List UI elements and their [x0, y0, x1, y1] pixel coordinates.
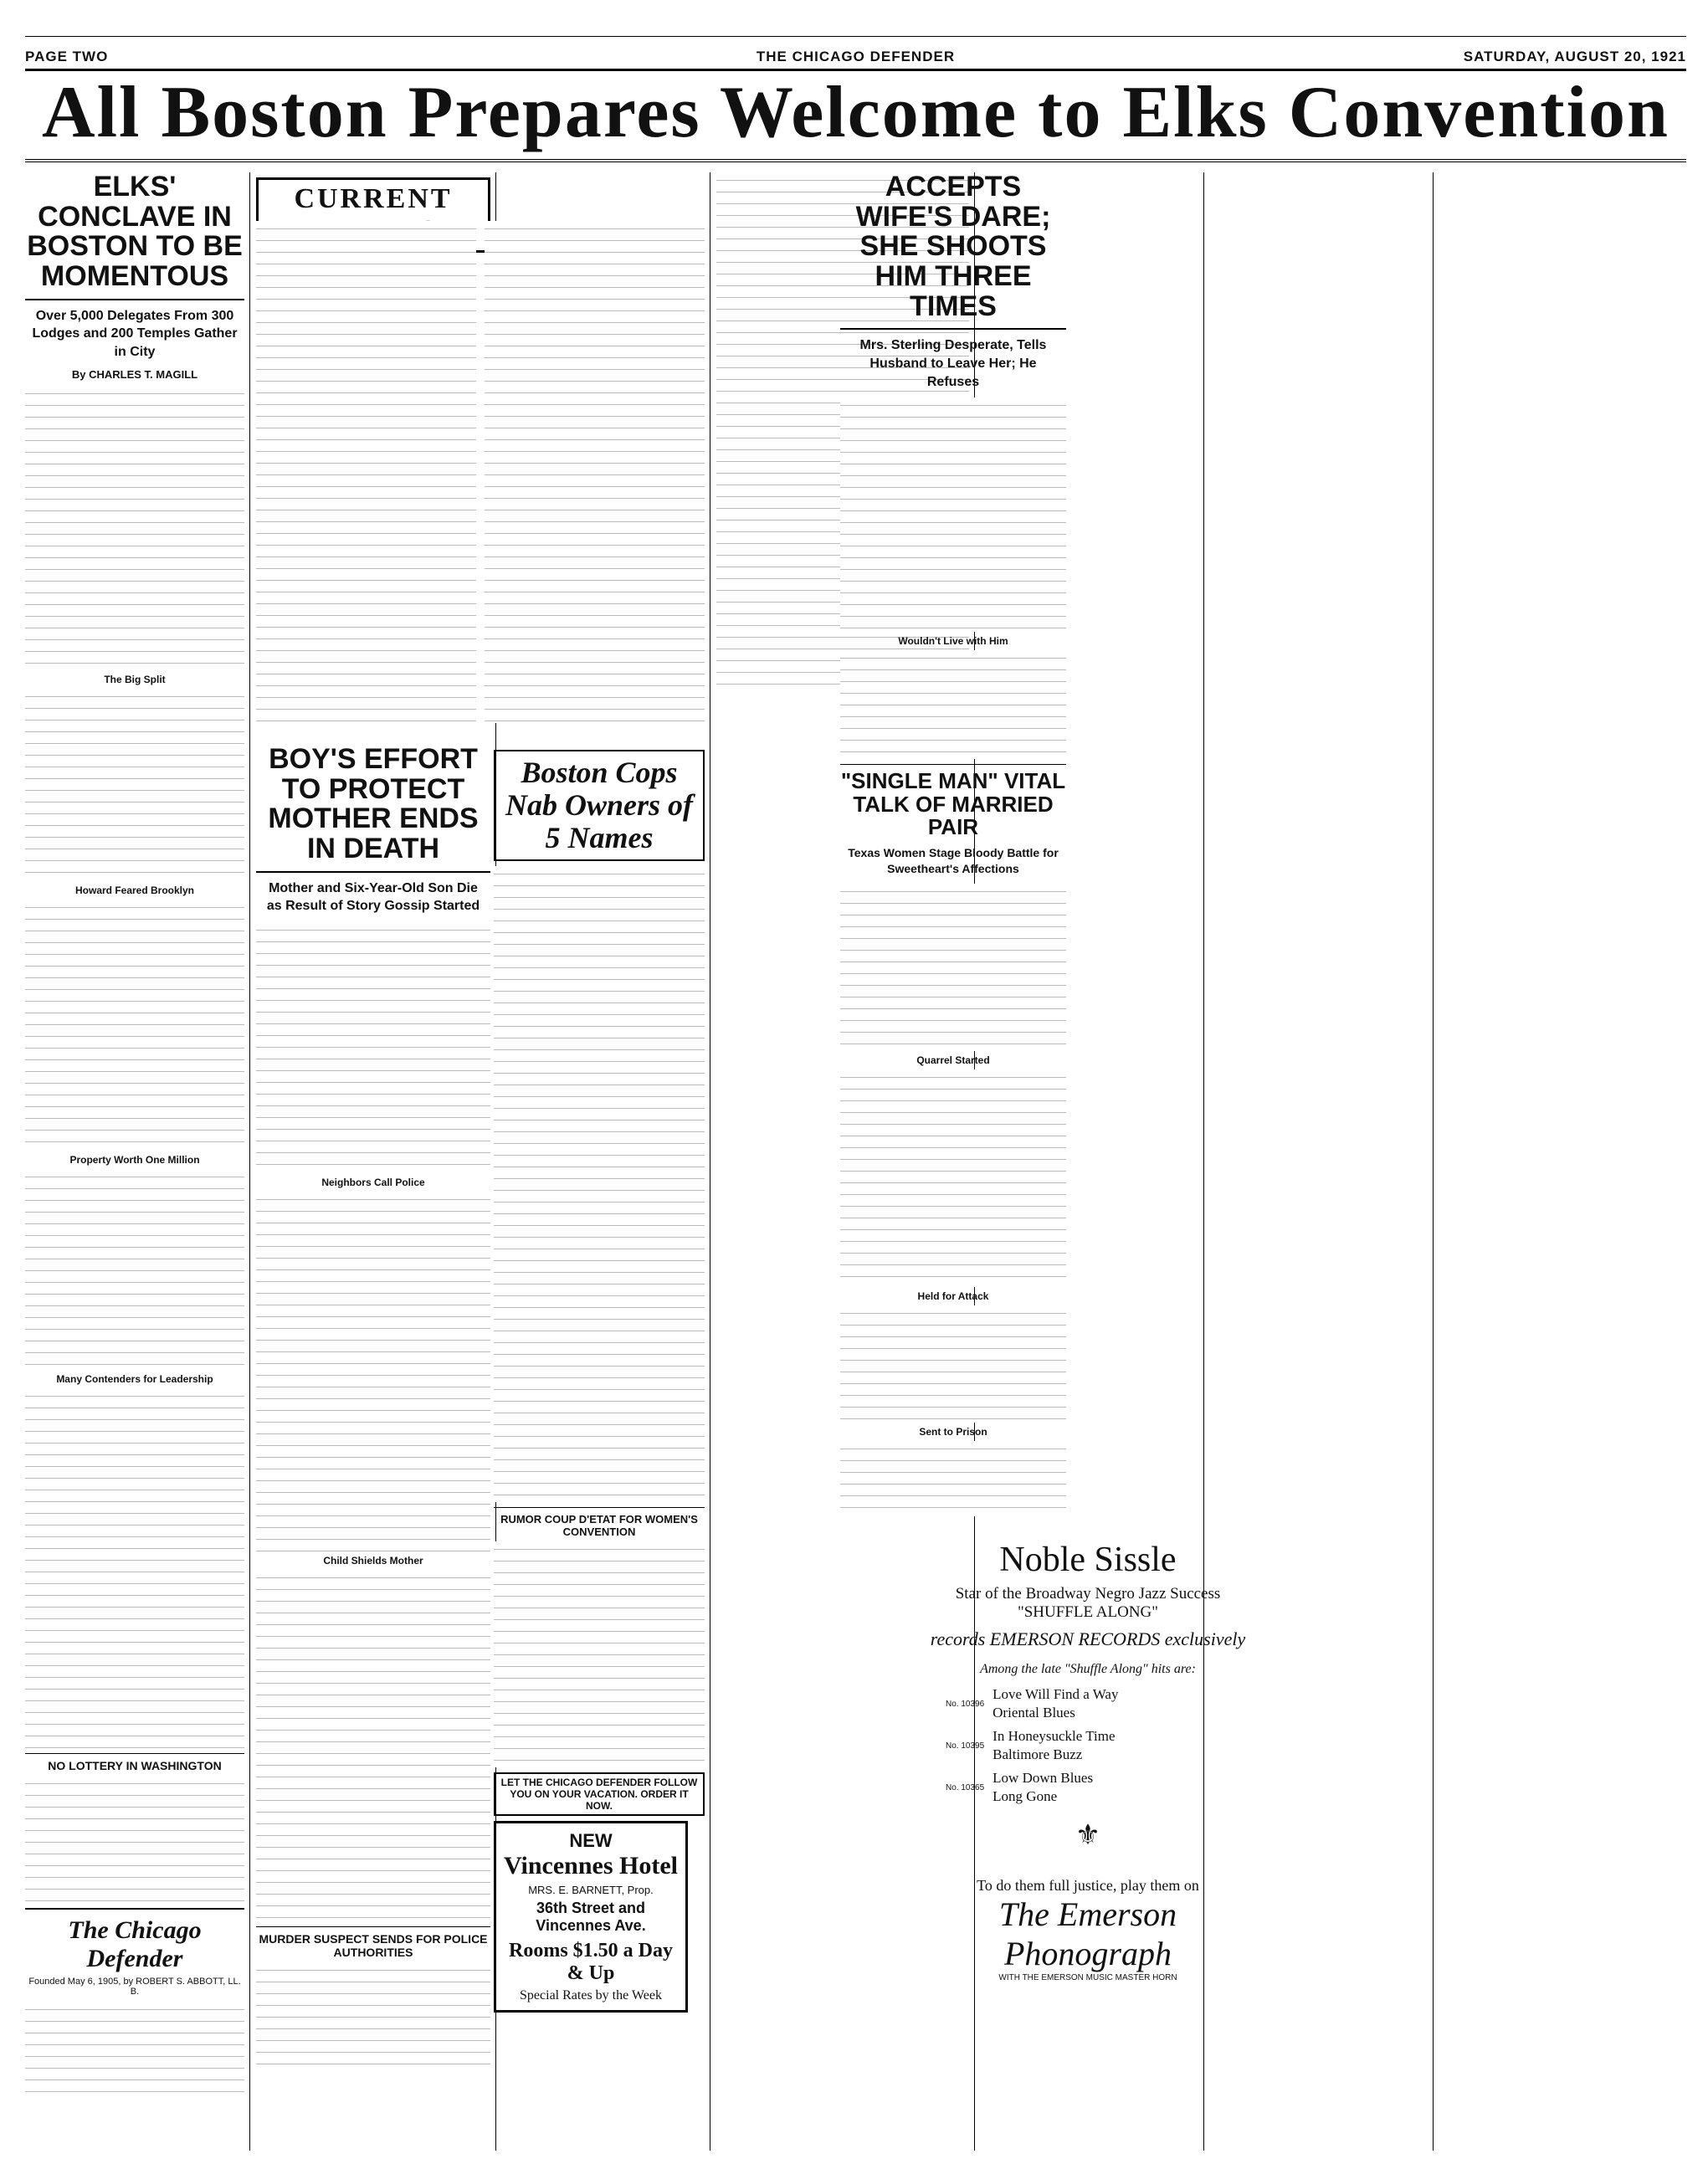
page-number: PAGE TWO: [25, 49, 109, 64]
record-number: No. 10396: [946, 1699, 985, 1709]
hotel-rates: Special Rates by the Week: [520, 1987, 662, 2002]
rumor-headline: RUMOR COUP D'ETAT FOR WOMEN'S CONVENTION: [500, 1512, 698, 1538]
subhead: Neighbors Call Police: [321, 1176, 425, 1188]
emerson-phonograph: The Emerson Phonograph: [998, 1895, 1177, 1972]
top-strip: [25, 17, 1686, 37]
boy-deck: Mother and Six-Year-Old Son Die as Result of Story Gossip Started: [266, 880, 480, 914]
article-body: [256, 221, 476, 723]
boy-story: [256, 745, 490, 2151]
boston-cops-headline: Boston Cops Nab Owners of 5 Names: [505, 756, 693, 854]
article-body: [840, 650, 1066, 759]
divider: [840, 328, 1066, 330]
subhead: Quarrel Started: [916, 1054, 990, 1066]
article-body: [25, 1169, 244, 1370]
article-body: [25, 1776, 244, 1901]
elks-headline: ELKS' CONCLAVE IN BOSTON TO BE MOMENTOUS: [27, 172, 243, 293]
sissle-among: Among the late "Shuffle Along" hits are:: [980, 1662, 1196, 1676]
byline: By CHARLES T. MAGILL: [71, 367, 198, 381]
sterling-headline: ACCEPTS WIFE'S DARE; SHE SHOOTS HIM THREE TIMES: [855, 172, 1051, 322]
record-title: Oriental Blues: [992, 1705, 1075, 1721]
record-titles: [992, 1727, 1115, 1764]
record-number: No. 10365: [946, 1782, 985, 1792]
emerson-ad: [912, 1540, 1264, 2142]
emerson-logo-icon: ⚜: [1075, 1819, 1101, 1851]
hotel-address: 36th Street and Vincennes Ave.: [536, 1899, 646, 1934]
record-item: [946, 1727, 1264, 1764]
sissle-show: "SHUFFLE ALONG": [1017, 1603, 1159, 1621]
article-body: [256, 922, 490, 1173]
article-body: [25, 689, 244, 881]
banner-headline: All Boston Prepares Welcome to Elks Convention: [25, 69, 1686, 162]
article-body: [256, 1192, 490, 1551]
subhead: The Big Split: [104, 673, 166, 685]
article-body: [25, 1388, 244, 1748]
hotel-proprietor: MRS. E. BARNETT, Prop.: [528, 1883, 654, 1896]
current-events-title: CURRENT: [294, 183, 453, 214]
article-body: [485, 221, 705, 723]
article-body: [840, 884, 1066, 1051]
record-title: Baltimore Buzz: [992, 1746, 1083, 1763]
paper-name: THE CHICAGO DEFENDER: [756, 49, 956, 64]
subhead: Held for Attack: [917, 1290, 989, 1302]
record-item: [946, 1685, 1264, 1722]
sterling-deck: Mrs. Sterling Desperate, Tells Husband to Leave Her; He Refuses: [859, 338, 1047, 389]
record-list: [946, 1685, 1264, 1807]
boy-headline: BOY'S EFFORT TO PROTECT MOTHER ENDS IN DEATH: [268, 745, 479, 865]
elks-deck: Over 5,000 Delegates From 300 Lodges and 200 Temples Gather in City: [32, 308, 238, 359]
record-title: Low Down Blues: [992, 1770, 1094, 1787]
record-number: No. 10395: [946, 1741, 985, 1751]
hotel-new: NEW: [569, 1829, 613, 1851]
divider: [25, 1908, 244, 1910]
lottery-headline: NO LOTTERY IN WASHINGTON: [48, 1758, 222, 1772]
record-item: [946, 1769, 1264, 1806]
article-body: [840, 397, 1066, 632]
founder-line: Founded May 6, 1905, by ROBERT S. ABBOTT, LL. B.: [28, 1976, 241, 1997]
emerson-master: WITH THE EMERSON MUSIC MASTER HORN: [998, 1972, 1177, 1982]
issue-date: SATURDAY, AUGUST 20, 1921: [1463, 49, 1686, 64]
record-titles: [992, 1685, 1118, 1722]
article-body: [25, 386, 244, 670]
divider: [25, 1753, 244, 1754]
single-man-headline: "SINGLE MAN" VITAL TALK OF MARRIED PAIR: [840, 768, 1066, 839]
article-body: [256, 1962, 490, 2071]
record-title: In Honeysuckle Time: [992, 1728, 1116, 1745]
column-rule: [1433, 172, 1434, 2151]
sissle-name: Noble Sissle: [999, 1541, 1177, 1579]
sissle-records: records EMERSON RECORDS exclusively: [930, 1628, 1246, 1649]
subhead: Child Shields Mother: [323, 1554, 423, 1567]
column-1: [25, 172, 244, 2151]
subhead: Property Worth One Million: [69, 1153, 200, 1166]
record-title: Long Gone: [992, 1788, 1058, 1805]
follow-text: LET THE CHICAGO DEFENDER FOLLOW YOU ON YOUR VACATION. ORDER IT NOW.: [500, 1776, 698, 1812]
article-body: [840, 1069, 1066, 1287]
divider: [256, 1926, 490, 1927]
divider: [25, 299, 244, 300]
subhead: Wouldn't Live with Him: [898, 635, 1008, 648]
single-man-deck: Texas Women Stage Bloody Battle for Sweetheart's Affections: [848, 846, 1059, 875]
article-body: [25, 2002, 244, 2102]
hotel-name: Vincennes Hotel: [503, 1851, 679, 1879]
nameplate: The Chicago Defender: [68, 1915, 202, 1972]
article-body: [840, 1305, 1066, 1423]
boston-cops-box: [494, 750, 705, 861]
subhead: Many Contenders for Leadership: [56, 1372, 213, 1385]
sissle-star: Star of the Broadway Negro Jazz Success: [955, 1585, 1221, 1602]
record-titles: [992, 1769, 1093, 1806]
divider: [256, 871, 490, 873]
record-title: Love Will Find a Way: [992, 1686, 1119, 1702]
subhead: Howard Feared Brooklyn: [74, 884, 195, 896]
murder-headline: MURDER SUSPECT SENDS FOR POLICE AUTHORITIES: [259, 1931, 488, 1959]
divider: [840, 764, 1066, 765]
subhead: Sent to Prison: [919, 1425, 987, 1438]
column-rule: [249, 172, 250, 2151]
article-body: [25, 900, 244, 1151]
article-body: [256, 1570, 490, 1921]
hotel-rooms: Rooms $1.50 a Day & Up: [509, 1939, 673, 1984]
article-body: [494, 866, 705, 1502]
justice-line: To do them full justice, play them on: [977, 1876, 1199, 1894]
